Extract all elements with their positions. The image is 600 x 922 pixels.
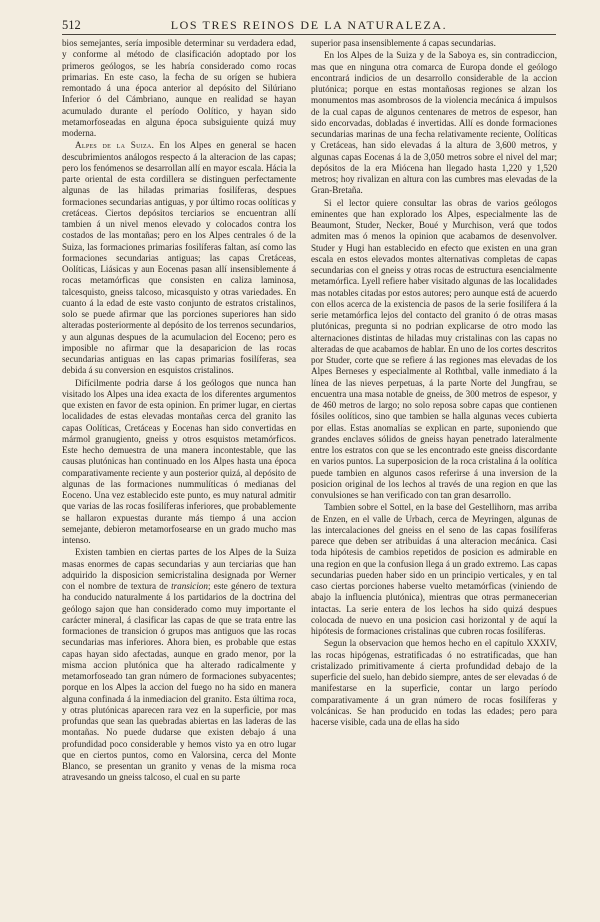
right-column	[311, 38, 557, 910]
paragraph-text: En los Alpes en general se hacen descubrimientos análogos respecto á la alteracion de las capas; pero los fenómenos se desarrollan allí en mayor escala. Hácia la parte oriental de esta cordillera se distinguen perfectamente algunas de las hiladas primarias fosilíferas, despues formaciones secundarias antiguas, y por último rocas oolíticas y cretáceas. Ciertos depósitos terciarios se encuentran allí tambien á un nivel menos elevado y colocados contra los costados de las montañas; pero en los Alpes centrales ó de la Suiza, las formaciones primarias fosilíferas faltan, así como las formaciones secundarias antiguas; las capas Cretáceas, Oolíticas, Liásicas y aun Eocenas pasan allí insensiblemente á rocas metamórficas que consisten en caliza laminosa, talcesquisto, gneiss talcoso, micasquisto y otras variedades. En cuanto á la edad de este vasto conjunto de estratos cristalinos, solo se puede afirmar que las porciones superiores han sido alteradas posteriormente al depósito de los terrenos secundarios, y aun algunas despues de la acumulacion del Eoceno; pero es imposible no afirmar que la desaparicion de las rocas secundarias antiguas en las capas primarias fosilíferas, sea debida á su conversion en esquistos cristalinos.	[62, 140, 296, 376]
paragraph: Segun la observacion que hemos hecho en el capítulo XXXIV, las rocas hipógenas, estratificadas ó no estratificadas, que han cristalizado primitivamente á cierta profundidad debajo de la superficie del suelo, han debido siempre, antes de ser elevadas ó de manifestarse en la superficie, contar un largo período comparativamente á un gran número de rocas fosilíferas y volcánicas. Se han producido en todas las edades; pero para hacerse visible, cada una de ellas ha sido	[311, 638, 557, 727]
paragraph: bios semejantes, sería imposible determinar su verdadera edad, y conforme al método de clasificación adoptado por los primeros geólogos, se les habría considerado como rocas primarias. En este caso, la fecha de su orígen se hubiera remontado á una época anterior al depósito del Silúriano Inferior ó del Cámbriano, aunque en realidad se hayan acumulado durante el período Oolítico, y hayan sido metamorfoseadas en alguna época subsiguiente quizá muy moderna.	[62, 38, 296, 138]
paragraph	[62, 140, 296, 376]
page-header	[62, 18, 556, 35]
paragraph: superior pasa insensiblemente á capas secundarias.	[311, 38, 496, 48]
paragraph-text: Existen tambien en ciertas partes de los Alpes de la Suiza masas enormes de capas secundarias y aun terciarias que han adquirido la disposicion semicristalina designada por Werner con el nombre de textura de	[62, 547, 296, 591]
italic-term: transicion	[171, 581, 208, 591]
left-column	[62, 38, 296, 910]
paragraph: Si el lector quiere consultar las obras de varios geólogos eminentes que han explorado los Alpes, especialmente las de Beaumont, Studer, Necker, Boué y Murchison, verá que todos admiten mas ó menos la opinion que acabamos de desenvolver. Studer y Hugi han establecido en efecto que existen en una gran escala en estos elevados montes alternativas completas de capas secundarias con el gneiss y otras rocas de estructura esencialmente metamórfica. Lyell refiere haber visitado algunas de las localidades mas notables citadas por estos autores; pero aunque está de acuerdo con ellos acerca de la existencia de pasos de la serie fosilífera á la serie metamórfica lejos del contacto del granito ó de otras masas plutónicas, pregunta si no podrian explicarse de otro modo las alternaciones distintas de hiladas muy cristalinas con las capas no alteradas de que acabamos de hablar. En uno de los cortes descritos por Studer, corte que se refiere á las regiones mas elevadas de los Alpes Berneses y especialmente al Rothtbal, valle inmediato á la línea de las nieves perpetuas, á la parte Norte del Jungfrau, se encuentra una masa notable de gneiss, de 300 metros de espesor, y de 460 metros de largo; no solo reposa sobre capas que contienen fósiles oolíticos, sino que tambien se halla algunas veces cubierta por ellas. Estas anomalías se explican en parte, suponiendo que grandes enclaves sólidos de gneiss hayan penetrado lateralmente entre los estratos con que se les encontrado este gneiss discordante en varios puntos. La superposicion de la roca cristalina á la oolítica puede tambien en algunos casos referirse á una inversion de la posicion original de los lechos al través de una region en que las convulsiones se han verificado con tan gran desarrollo.	[311, 197, 557, 500]
page-number: 512	[62, 18, 81, 32]
paragraph: En los Alpes de la Suiza y de la Saboya es, sin contradiccion, mas que en ninguna otra comarca de Europa donde el geólogo encontrará indicios de un desarrollo considerable de la accion plutónica; porque en estas montañosas regiones se alzan los monumentos mas asombrosos de la violencia mecánica á impulsos de la cual capas de algunos centenares de metros de espesor, han sido encorvadas, dobladas é invertidas. Allí es donde formaciones secundarias marinas de una fecha relativamente reciente, Oolíticas y Cretáceas, han sido elevadas á la altura de 3,600 metros, y algunas capas Eocenas á la de 3,050 metros sobre el nivel del mar; depósitos de la era Miócena han llegado hasta 1,220 y 1,520 metros; hoy rivalizan en altura con las cumbres mas elevadas de la Gran-Bretaña.	[311, 50, 557, 196]
paragraph	[62, 547, 296, 783]
section-heading: Alpes de la Suiza.	[75, 140, 155, 151]
running-title: LOS TRES REINOS DE LA NATURALEZA.	[170, 18, 448, 32]
paragraph-text: ; este género de textura ha conducido naturalmente á los partidarios de la doctrina del geólogo sajon que han considerado como muy importante el carácter mineral, á clasificar las capas de que se trata entre las formaciones de transicion ó grupos mas antiguos que las rocas secundarias mas inferiores. Ahora bien, es probable que estas capas hayan sido afectadas, aunque en grado menor, por la misma accion plutónica que ha alterado radicalmente y metamorfoseado tan gran número de formaciones subyacentes; porque en los Alpes la accion del fuego no ha sido en manera alguna confinada á la inmediacion del granito. Esta última roca, y otras plutónicas aparecen rara vez en la superficie, por mas profundas que sean las quebradas abiertas en las laderas de las montañas. No puede dudarse que existen debajo á una profundidad poco considerable y hemos visto ya en otro lugar que en ciertos puntos, como en Valorsina, cerca del Monte Blanco, se presentan un granito y venas de la misma roca atravesando un gneiss talcoso, el cual en su parte	[62, 581, 296, 783]
paragraph: Tambien sobre el Sottel, en la base del Gestellihorn, mas arriba de Enzen, en el valle de Urbach, cerca de Meyringen, algunas de las intercalaciones del gneiss en el seno de las capas fosilíferas parece que deben ser atribuidas á una alteracion mecánica. Casi toda hipótesis de cambios repetidos de posicion es admirable en una region en que la confusion llega á un grado extremo. Las capas secundarias pueden haber sido en un principio verticales, y en tal caso ciertas porciones haberse vuelto metamórficas (viniendo de abajo la influencia plutónica), mientras que otras permanecerian intactas. La serie entera de los lechos ha sido quizá despues colocada de nuevo en una posicion casi horizontal y de aquí la hipótesis de formaciones cristalinas que cubren rocas fosilíferas.	[311, 502, 557, 636]
paragraph: Difícilmente podria darse á los geólogos que nunca han visitado los Alpes una idea exacta de los diferentes argumentos que existen en favor de esta opinion. En primer lugar, en ciertas localidades de estas elevadas montañas cerca del granito las capas Oolíticas, Cretáceas y Eocenas han sido convertidas en mármol granugiento, gneiss y otros esquistos metamórficos. Este hecho demuestra de una manera incontestable, que las causas plutónicas han continuado en los Alpes hasta una época comparativamente reciente y aun posterior quizá, al depósito de algunas de las formaciones nummulíticas ó medianas del Eoceno. Una vez establecido este punto, es muy natural admitir que varias de las rocas fosilíferas inferiores, que probablemente se hallaron expuestas durante más tiempo á una accion semejante, debieron metamorfosearse en un grado mucho mas intenso.	[62, 377, 296, 545]
